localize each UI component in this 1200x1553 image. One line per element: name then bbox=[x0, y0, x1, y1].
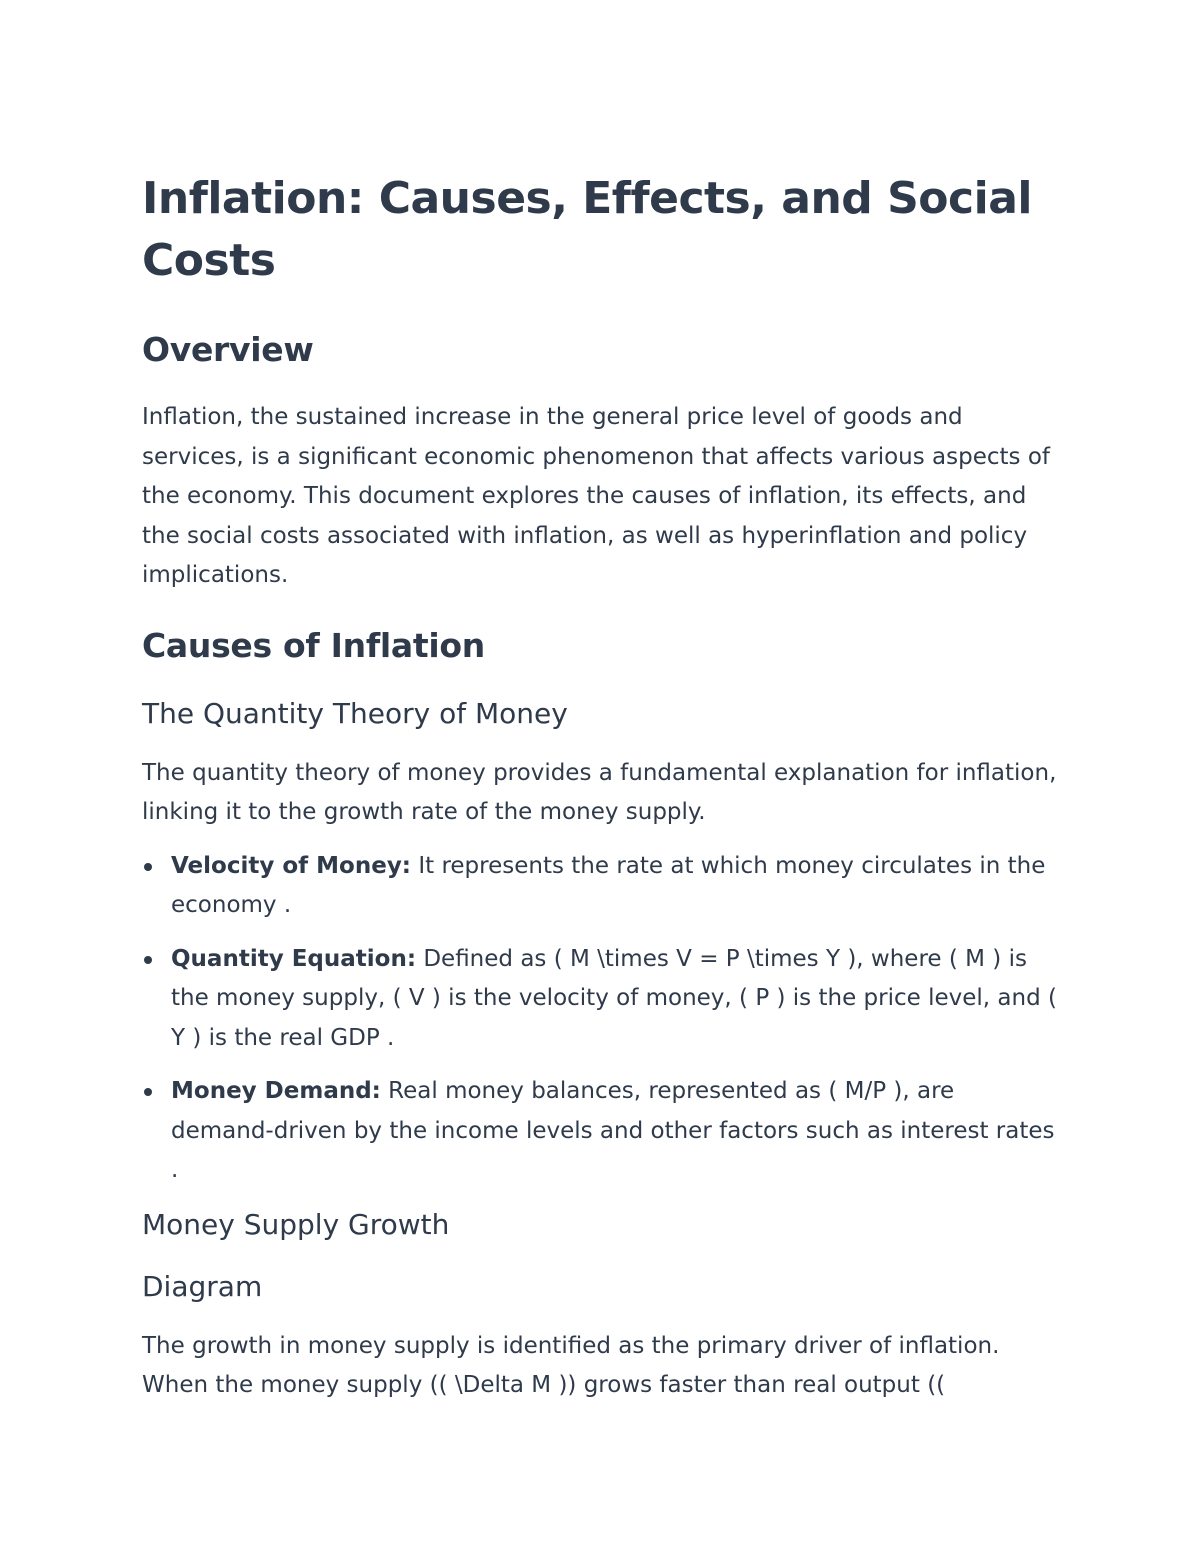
bullet-term: Velocity of Money: bbox=[171, 852, 412, 879]
quantity-theory-heading: The Quantity Theory of Money bbox=[142, 696, 568, 730]
bullet-money-demand bbox=[142, 1072, 1062, 1191]
bullet-text: It represents the rate at which money circulates in the economy . bbox=[171, 852, 1046, 918]
document-content bbox=[142, 168, 1062, 1406]
document-title: Inflation: Causes, Effects, and Social Costs bbox=[142, 173, 1032, 286]
quantity-theory-paragraph: The quantity theory of money provides a fundamental explanation for inflation, linking it to the growth rate of the money supply. bbox=[142, 759, 1057, 825]
overview-heading: Overview bbox=[142, 330, 314, 369]
bullet-quantity-equation bbox=[142, 940, 1062, 1059]
bullet-text: Real money balances, represented as ( M/P ), are demand-driven by the income levels and other factors such as interest rates . bbox=[171, 1078, 1055, 1183]
bullet-velocity-of-money bbox=[142, 847, 1062, 926]
money-supply-growth-heading: Money Supply Growth bbox=[142, 1207, 450, 1241]
money-supply-growth-paragraph: The growth in money supply is identified as the primary driver of inflation. When the money supply (( \Delta M )) grows faster than real output (( bbox=[142, 1332, 1000, 1398]
quantity-theory-bullet-list bbox=[142, 847, 1062, 1191]
diagram-heading: Diagram bbox=[142, 1269, 263, 1303]
bullet-dot-icon bbox=[144, 956, 152, 964]
bullet-dot-icon bbox=[144, 1088, 152, 1096]
bullet-text: Defined as ( M \times V = P \times Y ), where ( M ) is the money supply, ( V ) is the velocity of money, ( P ) is the price level, and ( Y ) is the real GDP . bbox=[171, 945, 1057, 1051]
causes-heading: Causes of Inflation bbox=[142, 625, 485, 665]
bullet-term: Money Demand: bbox=[171, 1078, 381, 1104]
bullet-term: Quantity Equation: bbox=[171, 945, 417, 972]
bullet-dot-icon bbox=[144, 863, 152, 871]
overview-paragraph: Inflation, the sustained increase in the general price level of goods and services, is a significant economic phenomenon that affects various aspects of the economy. This document explores the causes of inflation, its effects, and the social costs associated with inflation, as well as hyperinflation and policy implications. bbox=[142, 404, 1051, 588]
